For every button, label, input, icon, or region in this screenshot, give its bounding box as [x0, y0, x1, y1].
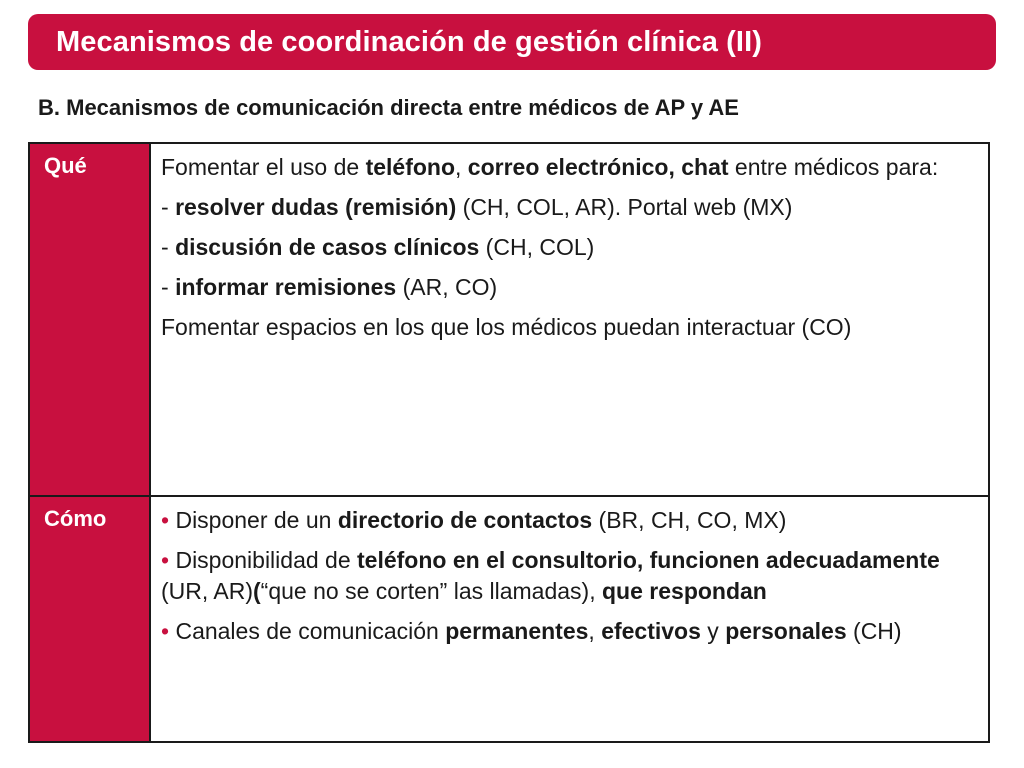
que-paragraph-2 [161, 192, 980, 223]
bold-span: correo electrónico, chat [467, 154, 729, 180]
bullet-icon: • [161, 547, 170, 573]
bullet-icon: • [161, 507, 170, 533]
table-row-que [29, 143, 989, 496]
text-span: (BR, CH, CO, MX) [592, 507, 787, 533]
como-paragraph-2 [161, 545, 980, 607]
como-paragraph-3 [161, 616, 980, 647]
bold-span: ( [253, 578, 261, 604]
text-span: (AR, CO) [396, 274, 498, 300]
text-span: “que no se corten” las llamadas), [260, 578, 602, 604]
bold-span: directorio de contactos [337, 507, 593, 533]
bold-span: teléfono [365, 154, 456, 180]
bold-span: teléfono en el consultorio, funcionen adecuadamente [357, 547, 940, 573]
mechanisms-table [28, 142, 990, 743]
page-title: Mecanismos de coordinación de gestión clínica (II) [56, 25, 762, 58]
text-span: Fomentar espacios en los que los médicos puedan interactuar (CO) [161, 314, 852, 340]
text-span: - [161, 194, 176, 220]
text-span: Fomentar el uso de [161, 154, 366, 180]
text-span: y [700, 618, 726, 644]
row-content-que [150, 143, 989, 496]
row-content-como [150, 496, 989, 742]
text-span: - [161, 234, 176, 260]
bold-span: resolver dudas (remisión) [175, 194, 457, 220]
bold-span: permanentes [445, 618, 589, 644]
text-span: Disponibilidad de [169, 547, 358, 573]
row-label-como: Cómo [29, 496, 150, 742]
text-span: (CH) [846, 618, 902, 644]
bold-span: discusión de casos clínicos [175, 234, 480, 260]
text-span: entre médicos para: [728, 154, 939, 180]
text-span: , [455, 154, 468, 180]
table-row-como [29, 496, 989, 742]
bullet-icon: • [161, 618, 170, 644]
text-span: Disponer de un [169, 507, 338, 533]
bold-span: informar remisiones [175, 274, 397, 300]
text-span: Canales de comunicación [169, 618, 446, 644]
text-span: , [588, 618, 602, 644]
que-paragraph-4 [161, 272, 980, 303]
title-banner [28, 14, 996, 70]
row-label-que: Qué [29, 143, 150, 496]
bold-span: efectivos [601, 618, 701, 644]
text-span: (CH, COL, AR). Portal web (MX) [456, 194, 793, 220]
que-paragraph-3 [161, 232, 980, 263]
que-paragraph-5 [161, 312, 980, 343]
que-paragraph-1 [161, 152, 980, 183]
bold-span: que respondan [602, 578, 767, 604]
text-span: (CH, COL) [479, 234, 595, 260]
bold-span: personales [725, 618, 847, 644]
section-subtitle: B. Mecanismos de comunicación directa entre médicos de AP y AE [38, 95, 739, 120]
como-paragraph-1 [161, 505, 980, 536]
text-span: - [161, 274, 176, 300]
text-span: (UR, AR) [161, 578, 253, 604]
